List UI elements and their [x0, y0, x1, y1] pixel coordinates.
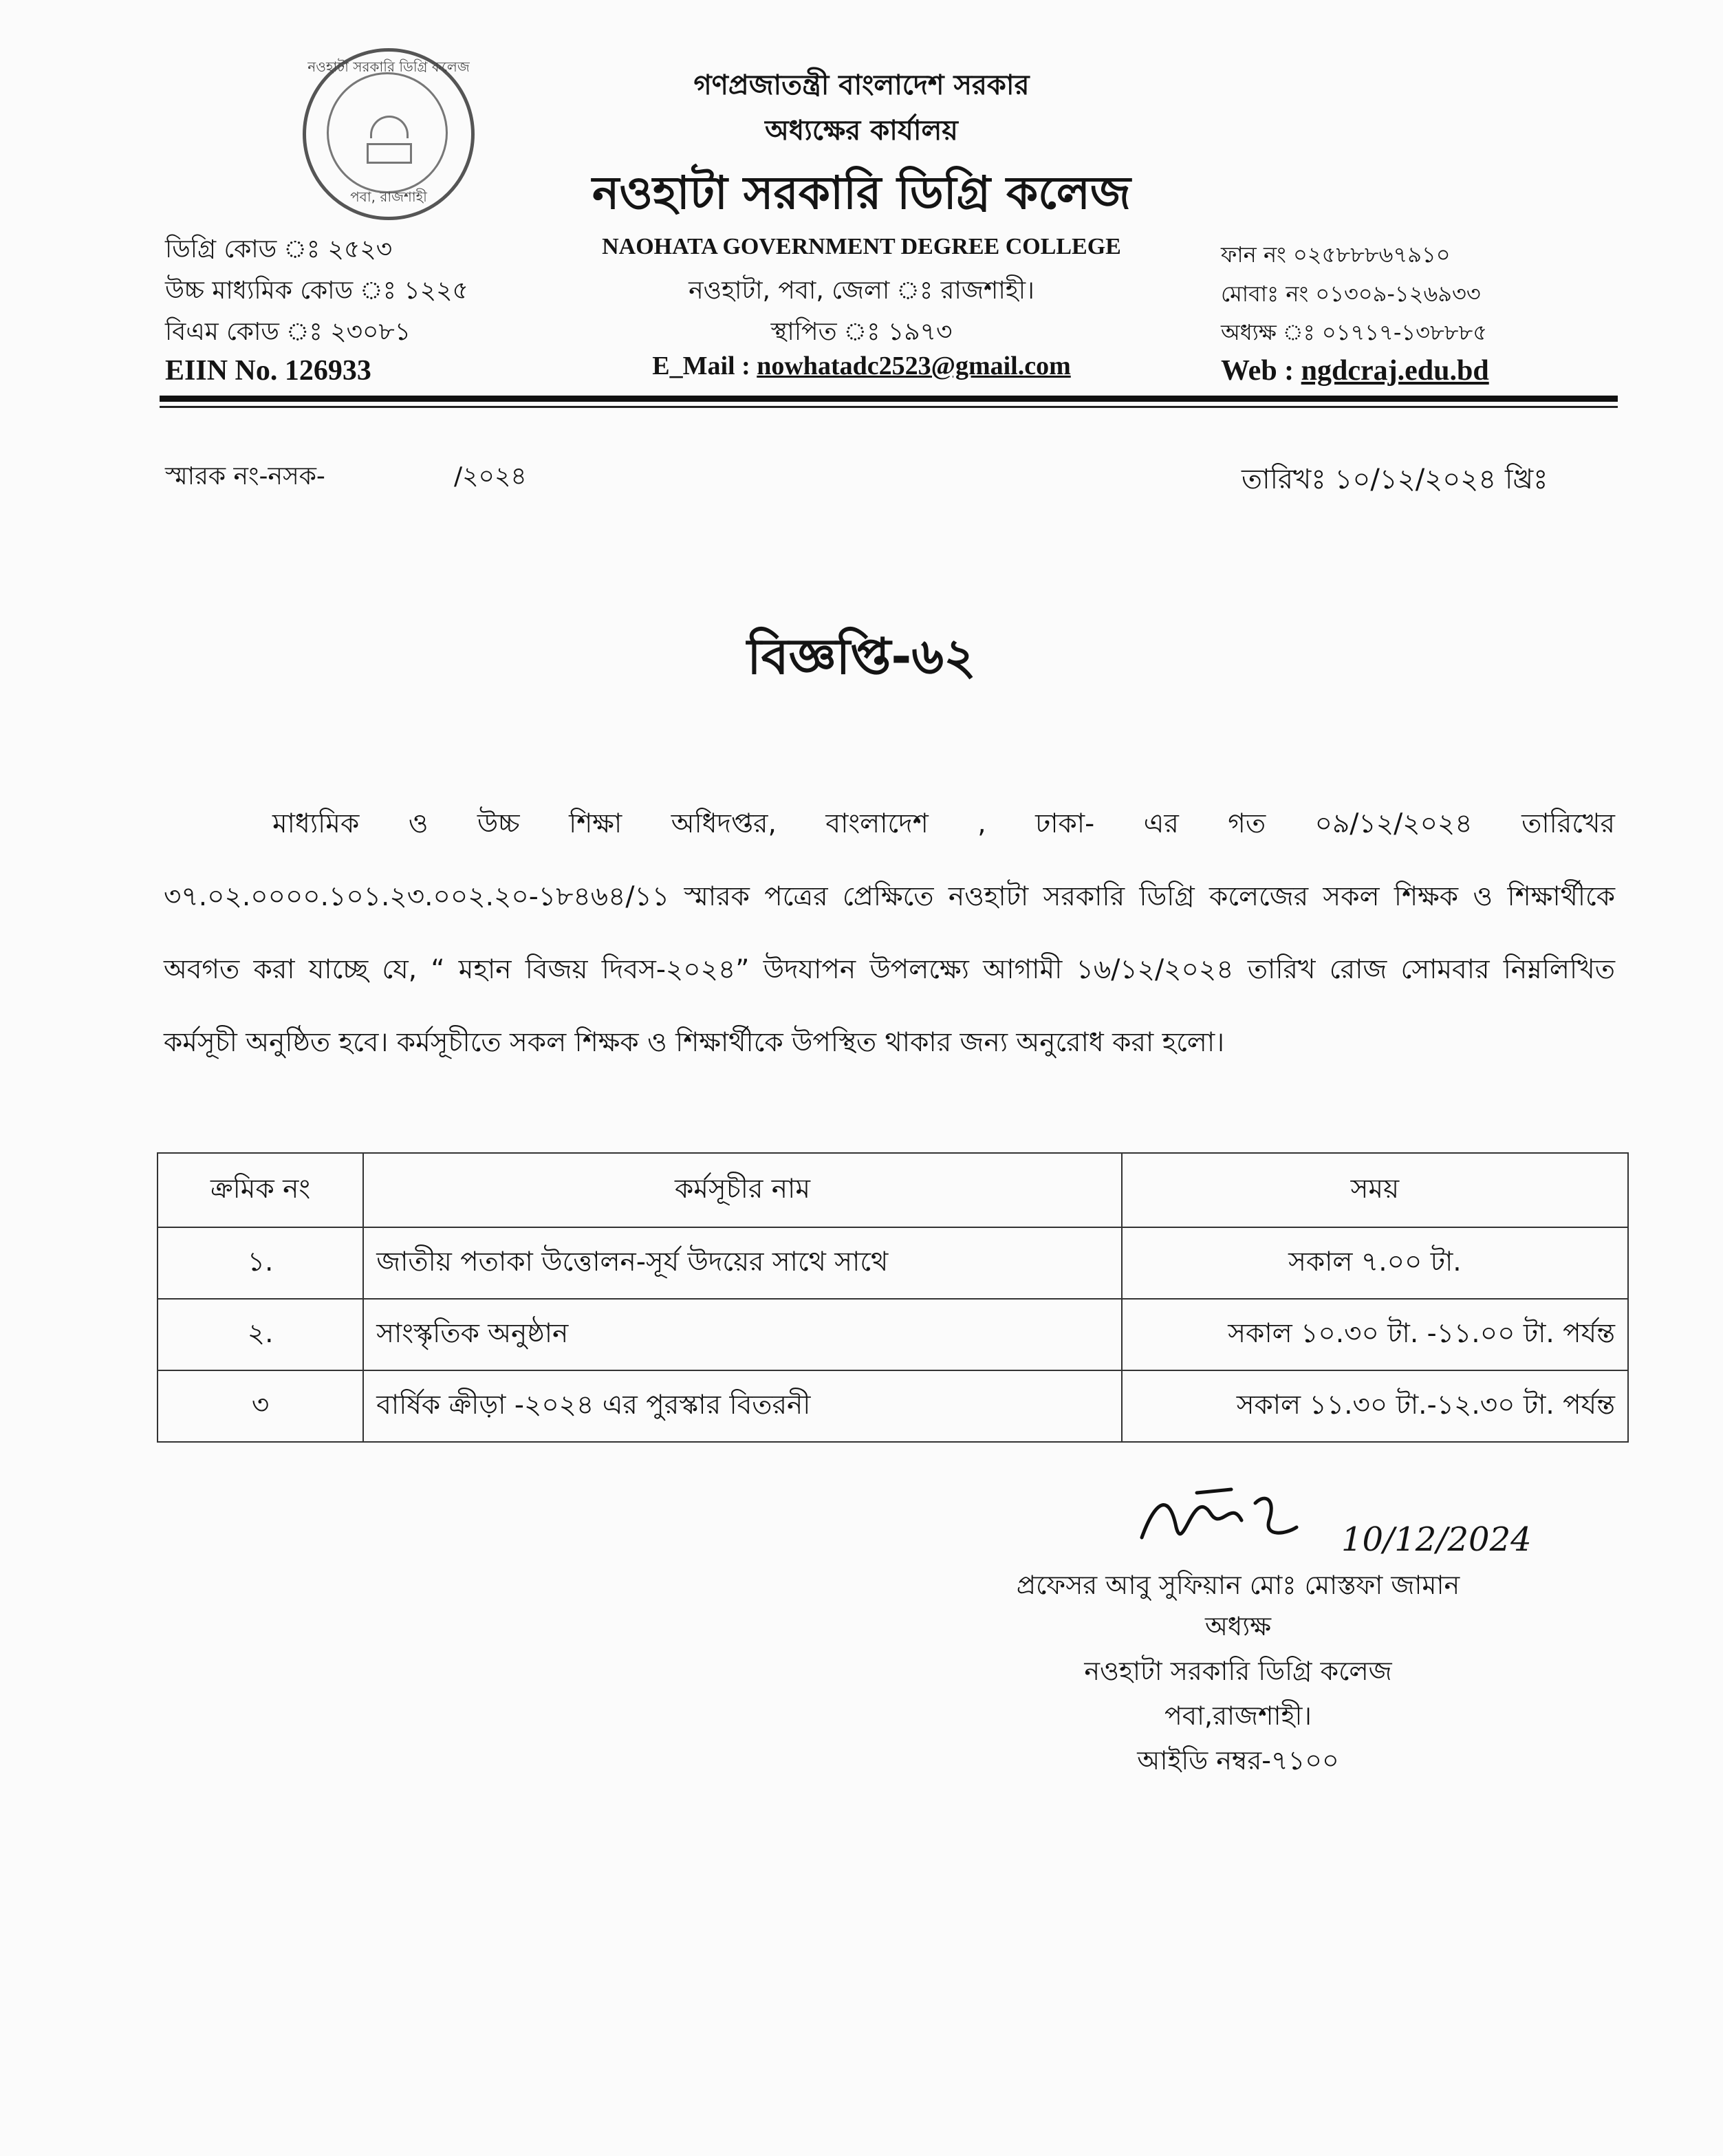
- signatory-institution: নওহাটা সরকারি ডিগ্রি কলেজ: [1084, 1656, 1392, 1686]
- table-header-row: [158, 1153, 1628, 1227]
- row-program: সাংস্কৃতিক অনুষ্ঠান: [363, 1299, 1122, 1370]
- memo-number: /২০২৪: [454, 462, 527, 491]
- office-line: অধ্যক্ষের কার্যালয়: [765, 115, 958, 147]
- book-icon: [367, 143, 412, 164]
- memo-date: তারিখঃ ১০/১২/২০২৪ খ্রিঃ: [1242, 464, 1548, 495]
- email-line: [413, 351, 1310, 381]
- header-program: কর্মসূচীর নাম: [363, 1153, 1122, 1227]
- signatory-location: পবা,রাজশাহী।: [1164, 1701, 1312, 1731]
- row-serial: ২.: [158, 1299, 363, 1370]
- established-year: স্থাপিত ঃ ১৯৭৩: [770, 318, 953, 346]
- notice-body: মাধ্যমিক ও উচ্চ শিক্ষা অধিদপ্তর, বাংলাদেশ , ঢাকা- এর গত ০৯/১২/২০২৪ তারিখের ৩৭.০২.০০০০.১০১.২৩.০০২.২০-১৮৪৬৪/১১ স্মারক পত্রের প্রেক্ষিতে নওহাটা সরকারি ডিগ্রি কলেজের সকল শিক্ষক ও শিক্ষার্থীকে অবগত করা যাচ্ছে যে, “ মহান বিজয় দিবস-২০২৪” উদযাপন উপলক্ষ্যে আগামী ১৬/১২/২০২৪ তারিখ রোজ সোমবার নিম্নলিখিত কর্মসূচী অনুষ্ঠিত হবে। কর্মসূচীতে সকল শিক্ষক ও শিক্ষার্থীকে উপস্থিত থাকার জন্য অনুরোধ করা হলো।: [164, 808, 1615, 1058]
- principal-mobile: অধ্যক্ষ ঃ ০১৭১৭-১৩৮৮৮৫: [1221, 319, 1488, 345]
- web-label: Web :: [1221, 355, 1301, 387]
- signature-icon: [1128, 1472, 1334, 1562]
- signatory-title: অধ্যক্ষ: [1204, 1611, 1271, 1641]
- degree-code: ডিগ্রি কোড ঃ ২৫২৩: [165, 235, 393, 263]
- seal-label-bottom: পবা, রাজশাহী: [350, 188, 427, 205]
- handwritten-date: 10/12/2024: [1341, 1520, 1532, 1559]
- seal-label-top: নওহাটা সরকারি ডিগ্রি কলেজ: [307, 58, 470, 75]
- row-time: সকাল ৭.০০ টা.: [1122, 1227, 1628, 1299]
- row-serial: ৩: [158, 1370, 363, 1442]
- phone-number: ফান নং ০২৫৮৮৮৬৭৯১০: [1221, 241, 1451, 268]
- table-row: [158, 1299, 1628, 1370]
- header-divider-thin: [160, 406, 1618, 408]
- government-line: গণপ্রজাতন্ত্রী বাংলাদেশ সরকার: [693, 69, 1030, 101]
- signatory-name: প্রফেসর আবু সুফিয়ান মোঃ মোস্তফা জামান: [1016, 1570, 1460, 1600]
- signatory-id: আইডি নম্বর-৭১০০: [1137, 1745, 1339, 1776]
- header-serial: ক্রমিক নং: [158, 1153, 363, 1227]
- bm-code: বিএম কোড ঃ ২৩০৮১: [165, 318, 411, 346]
- row-time: সকাল ১০.৩০ টা. -১১.০০ টা. পর্যন্ত: [1122, 1299, 1628, 1370]
- header-divider-thick: [160, 396, 1618, 402]
- sun-icon: [370, 116, 409, 138]
- row-program: বার্ষিক ক্রীড়া -২০২৪ এর পুরস্কার বিতরনী: [363, 1370, 1122, 1442]
- notice-title: বিজ্ঞপ্তি-৬২: [747, 627, 976, 685]
- college-address: নওহাটা, পবা, জেলা ঃ রাজশাহী।: [689, 277, 1034, 305]
- mobile-number: মোবাঃ নং ০১৩০৯-১২৬৯৩৩: [1221, 281, 1481, 307]
- row-program: জাতীয় পতাকা উত্তোলন-সূর্য উদয়ের সাথে সাথে: [363, 1227, 1122, 1299]
- college-name-bn: নওহাটা সরকারি ডিগ্রি কলেজ: [592, 166, 1131, 219]
- email-label: E_Mail :: [652, 352, 757, 380]
- web-line: [1221, 354, 1489, 387]
- table-row: [158, 1227, 1628, 1299]
- header-time: সময়: [1122, 1153, 1628, 1227]
- hsc-code: উচ্চ মাধ্যমিক কোড ঃ ১২২৫: [165, 277, 468, 305]
- table-row: [158, 1370, 1628, 1442]
- web-link[interactable]: ngdcraj.edu.bd: [1301, 355, 1489, 387]
- row-time: সকাল ১১.৩০ টা.-১২.৩০ টা. পর্যন্ত: [1122, 1370, 1628, 1442]
- program-schedule-table: [157, 1152, 1629, 1443]
- row-serial: ১.: [158, 1227, 363, 1299]
- college-name-en: NAOHATA GOVERNMENT DEGREE COLLEGE: [602, 234, 1121, 259]
- memo-label: স্মারক নং-নসক-: [165, 462, 325, 491]
- email-link[interactable]: nowhatadc2523@gmail.com: [757, 352, 1071, 380]
- eiin-number: EIIN No. 126933: [165, 355, 371, 387]
